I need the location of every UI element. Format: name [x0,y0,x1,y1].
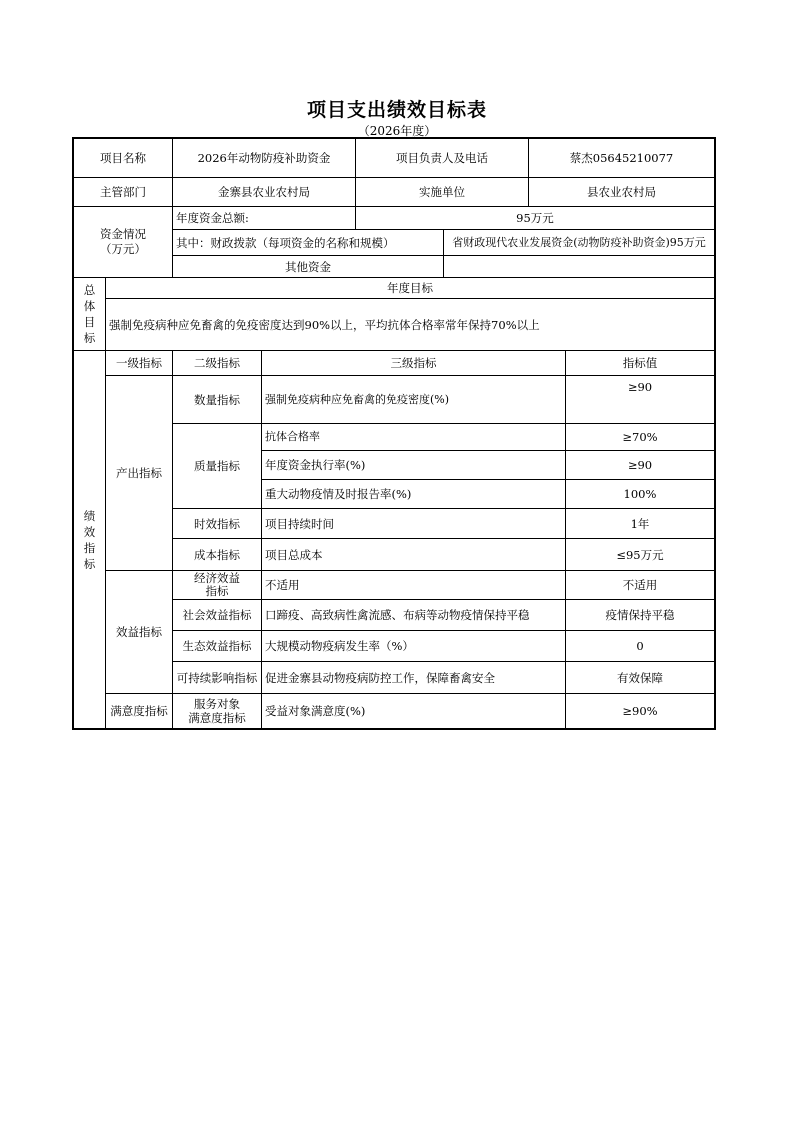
performance-char-3: 指 [83,540,96,555]
performance-char-4: 标 [83,556,96,571]
indicator-name: 项目持续时间 [261,508,566,539]
indicator-name: 口蹄疫、高致病性禽流感、布病等动物疫情保持平稳 [261,599,566,631]
col-value-header: 指标值 [565,350,716,376]
fiscal-value: 省财政现代农业发展资金(动物防疫补助资金)95万元 [443,229,716,256]
output-indicator-label: 产出指标 [105,375,173,571]
benefit-indicator-label: 效益指标 [105,570,173,694]
indicator-name: 促进金寨县动物疫病防控工作，保障畜禽安全 [261,661,566,694]
funds-label [72,206,173,278]
service-satisfaction-line2: 满意度指标 [188,711,246,725]
impl-value: 县农业农村局 [528,177,716,207]
col-level3-header: 三级指标 [261,350,566,376]
indicator-value: 不适用 [565,570,716,600]
indicator-value: 疫情保持平稳 [565,599,716,631]
dept-value: 金寨县农业农村局 [172,177,356,207]
project-name-label: 项目名称 [72,137,173,178]
indicator-value: 100% [565,479,716,509]
service-satisfaction-line1: 服务对象 [194,697,240,711]
indicator-name: 项目总成本 [261,538,566,571]
dept-label: 主管部门 [72,177,173,207]
performance-label [72,350,106,730]
performance-char-1: 绩 [83,508,96,523]
economic-benefit-label-line2: 指标 [205,584,229,598]
indicator-value: 1年 [565,508,716,539]
indicator-value: ≥70% [565,423,716,451]
service-satisfaction-label [172,693,262,730]
project-name-value: 2026年动物防疫补助资金 [172,137,356,178]
indicator-name: 大规模动物疫病发生率（%） [261,630,566,662]
annual-total-label: 年度资金总额: [172,206,356,230]
col-level1-header: 一级指标 [105,350,173,376]
indicator-value: ≥90 [565,375,716,424]
annual-goal-header: 年度目标 [105,277,716,299]
indicator-value: ≤95万元 [565,538,716,571]
quantity-indicator-label: 数量指标 [172,375,262,424]
satisfaction-indicator-label: 满意度指标 [105,693,173,730]
performance-char-2: 效 [83,524,96,539]
page-title: 项目支出绩效目标表 [306,99,487,121]
economic-benefit-label-line1: 经济效益 [194,571,240,585]
annual-total-value: 95万元 [355,206,716,230]
page-subtitle: （2026年度） [357,124,437,138]
overall-char-1: 总 [83,283,96,297]
funds-label-line1: 资金情况 [100,227,146,241]
funds-label-line2: （万元） [100,242,146,256]
impl-label: 实施单位 [355,177,529,207]
sustainability-label: 可持续影响指标 [172,661,262,694]
economic-benefit-label [172,570,262,600]
indicator-name: 不适用 [261,570,566,600]
eco-benefit-label: 生态效益指标 [172,630,262,662]
indicator-value: 0 [565,630,716,662]
cost-indicator-label: 成本指标 [172,538,262,571]
indicator-name: 强制免疫病种应免畜禽的免疫密度(%) [261,375,566,424]
indicator-name: 重大动物疫情及时报告率(%) [261,479,566,509]
indicator-value: ≥90 [565,450,716,480]
annual-goal-text: 强制免疫病种应免畜禽的免疫密度达到90%以上，平均抗体合格率常年保持70%以上 [105,298,716,351]
overall-goal-label [72,277,106,351]
overall-char-4: 标 [83,331,96,345]
other-funds-value [443,255,716,278]
indicator-name: 抗体合格率 [261,423,566,451]
indicator-value: ≥90% [565,693,716,730]
contact-value: 蔡杰05645210077 [528,137,716,178]
overall-char-3: 目 [83,315,96,329]
indicator-name: 年度资金执行率(%) [261,450,566,480]
indicator-value: 有效保障 [565,661,716,694]
time-indicator-label: 时效指标 [172,508,262,539]
overall-char-2: 体 [83,299,96,313]
indicator-name: 受益对象满意度(%) [261,693,566,730]
quality-indicator-label: 质量指标 [172,423,262,509]
other-funds-label: 其他资金 [172,255,444,278]
col-level2-header: 二级指标 [172,350,262,376]
contact-label: 项目负责人及电话 [355,137,529,178]
fiscal-label: 其中：财政拨款（每项资金的名称和规模） [172,229,444,256]
social-benefit-label: 社会效益指标 [172,599,262,631]
